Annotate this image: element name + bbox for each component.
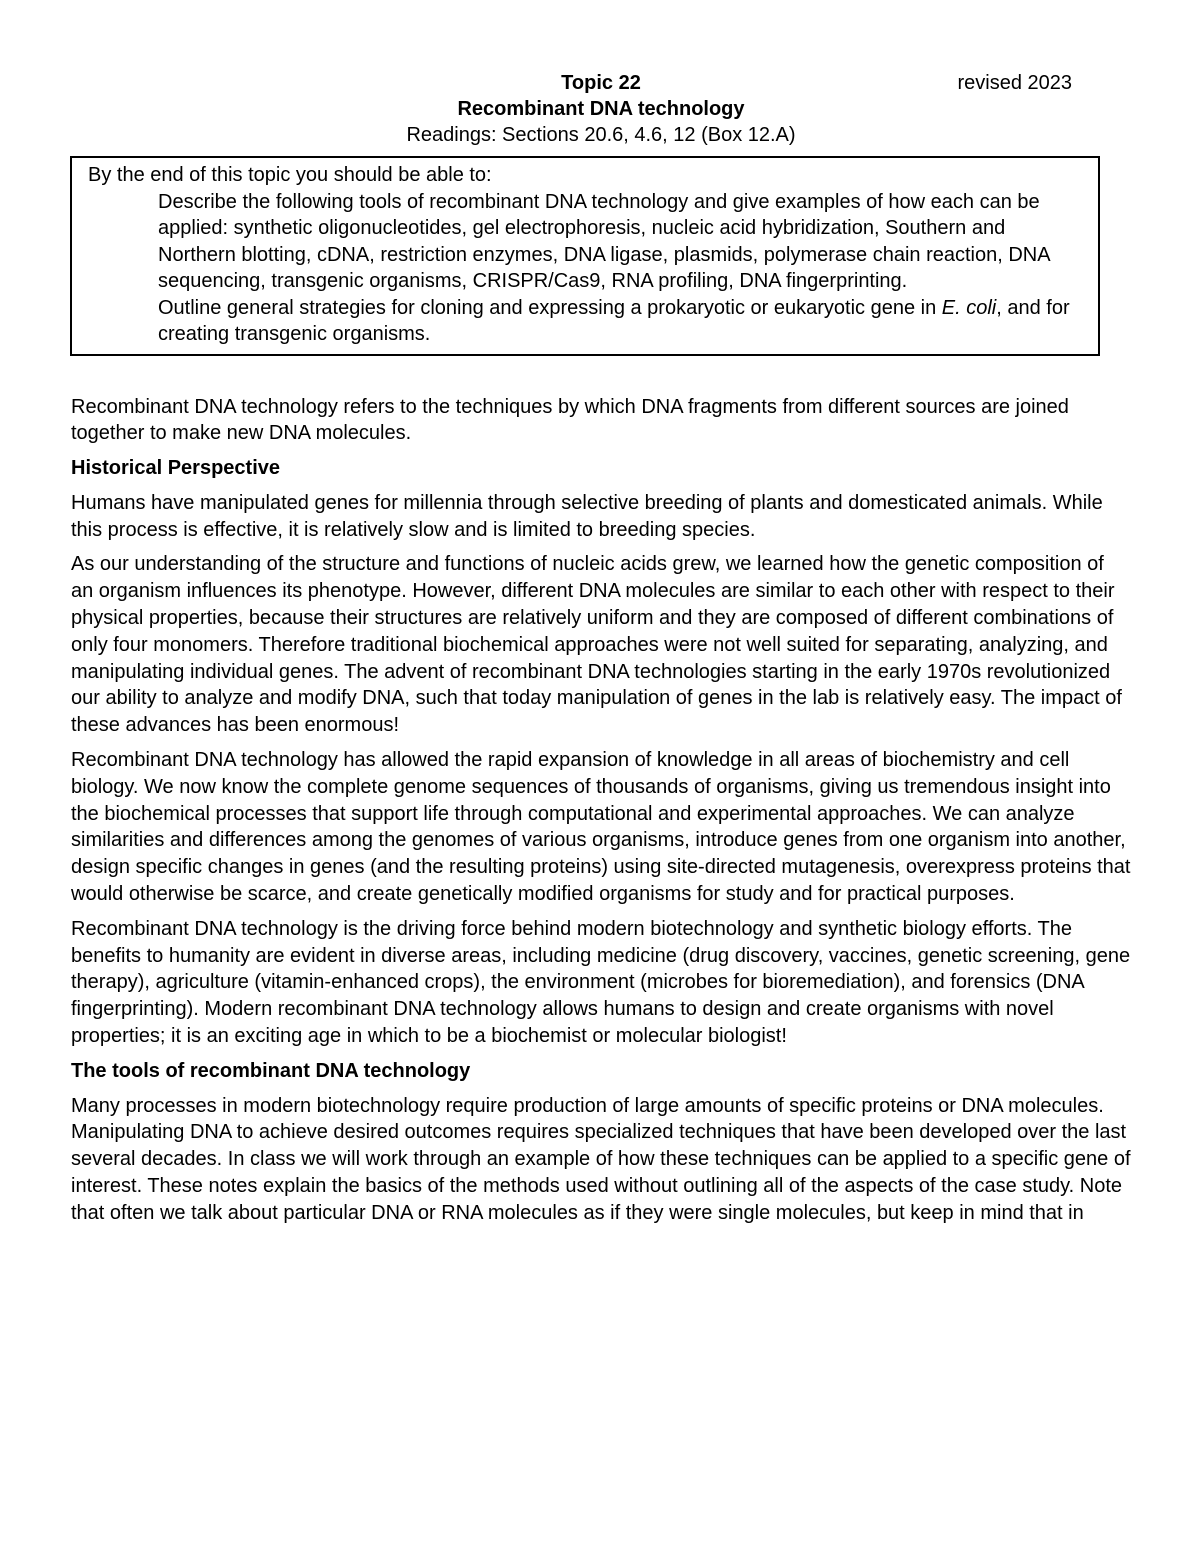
objective-item-tools: Describe the following tools of recombinant DNA technology and give examples of how each can be applied: synthetic oligonucleotides, gel electrophoresis, nucleic acid hybridization, Southern and Northern blotting, cDNA, restriction enzymes, DNA ligase, plasmids, polymerase chain reaction, DNA sequencing, transgenic organisms, CRISPR/Cas9, RNA profiling, DNA fingerprinting.	[158, 190, 1050, 292]
objective-item-cloning-text-2: , and for creating transgenic organisms.	[158, 296, 1070, 345]
objective-item-cloning	[88, 295, 1088, 348]
paragraph: Recombinant DNA technology has allowed the rapid expansion of knowledge in all areas of biochemistry and cell biology. We now know the complete genome sequences of thousands of organisms, giving us tremendous insight into the biochemical processes that support life through computational and experimental approaches. We can analyze similarities and differences among the genomes of various organisms, introduce genes from one organism into another, design specific changes in genes (and the resulting proteins) using site-directed mutagenesis, overexpress proteins that would otherwise be scarce, and create genetically modified organisms for study and for practical purposes.	[71, 749, 1131, 906]
topic-number: Topic 22	[561, 72, 641, 94]
paragraph: Many processes in modern biotechnology require production of large amounts of specific proteins or DNA molecules. Manipulating DNA to achieve desired outcomes requires specialized techniques that have been developed over the last several decades. In class we will work through an example of how these techniques can be applied to a specific gene of interest. These notes explain the basics of the methods used without outlining all of the aspects of the case study. Note that often we talk about particular DNA or RNA molecules as if they were single molecules, but keep in mind that in	[71, 1094, 1131, 1224]
objectives-intro: By the end of this topic you should be able to:	[88, 164, 492, 186]
organism-name: E. coli	[941, 296, 997, 319]
section-heading-historical: Historical Perspective	[71, 457, 280, 480]
section-heading-tools: The tools of recombinant DNA technology	[71, 1059, 471, 1082]
objective-item-cloning-text-1: Outline general strategies for cloning and expressing a prokaryotic or eukaryotic gene in	[158, 296, 942, 319]
readings-line: Readings: Sections 20.6, 4.6, 12 (Box 12.A)	[406, 124, 796, 146]
document-body	[71, 394, 1131, 1227]
learning-objectives-box	[70, 156, 1100, 356]
definition-paragraph: Recombinant DNA technology refers to the techniques by which DNA fragments from different sources are joined together to make new DNA molecules.	[71, 395, 1069, 445]
page-title: Recombinant DNA technology	[457, 98, 745, 120]
paragraph: Humans have manipulated genes for millennia through selective breeding of plants and domesticated animals. While this process is effective, it is relatively slow and is limited to breeding species.	[71, 491, 1103, 541]
paragraph: Recombinant DNA technology is the driving force behind modern biotechnology and synthetic biology efforts. The benefits to humanity are evident in diverse areas, including medicine (drug discovery, vaccines, genetic screening, gene therapy), agriculture (vitamin-enhanced crops), the environment (microbes for bioremediation), and forensics (DNA fingerprinting). Modern recombinant DNA technology allows humans to design and create organisms with novel properties; it is an exciting age in which to be a biochemist or molecular biologist!	[71, 917, 1131, 1048]
revision-note: revised 2023	[957, 72, 1072, 94]
document-header	[71, 70, 1131, 148]
paragraph: As our understanding of the structure and functions of nucleic acids grew, we learned how the genetic composition of an organism influences its phenotype. However, different DNA molecules are similar to each other with respect to their physical properties, because their structures are relatively uniform and they are composed of different combinations of only four monomers. Therefore traditional biochemical approaches were not well suited for separating, analyzing, and manipulating individual genes. The advent of recombinant DNA technologies starting in the early 1970s revolutionized our ability to analyze and modify DNA, such that today manipulation of genes in the lab is relatively easy. The impact of these advances has been enormous!	[71, 553, 1122, 737]
document-page	[71, 70, 1131, 1235]
